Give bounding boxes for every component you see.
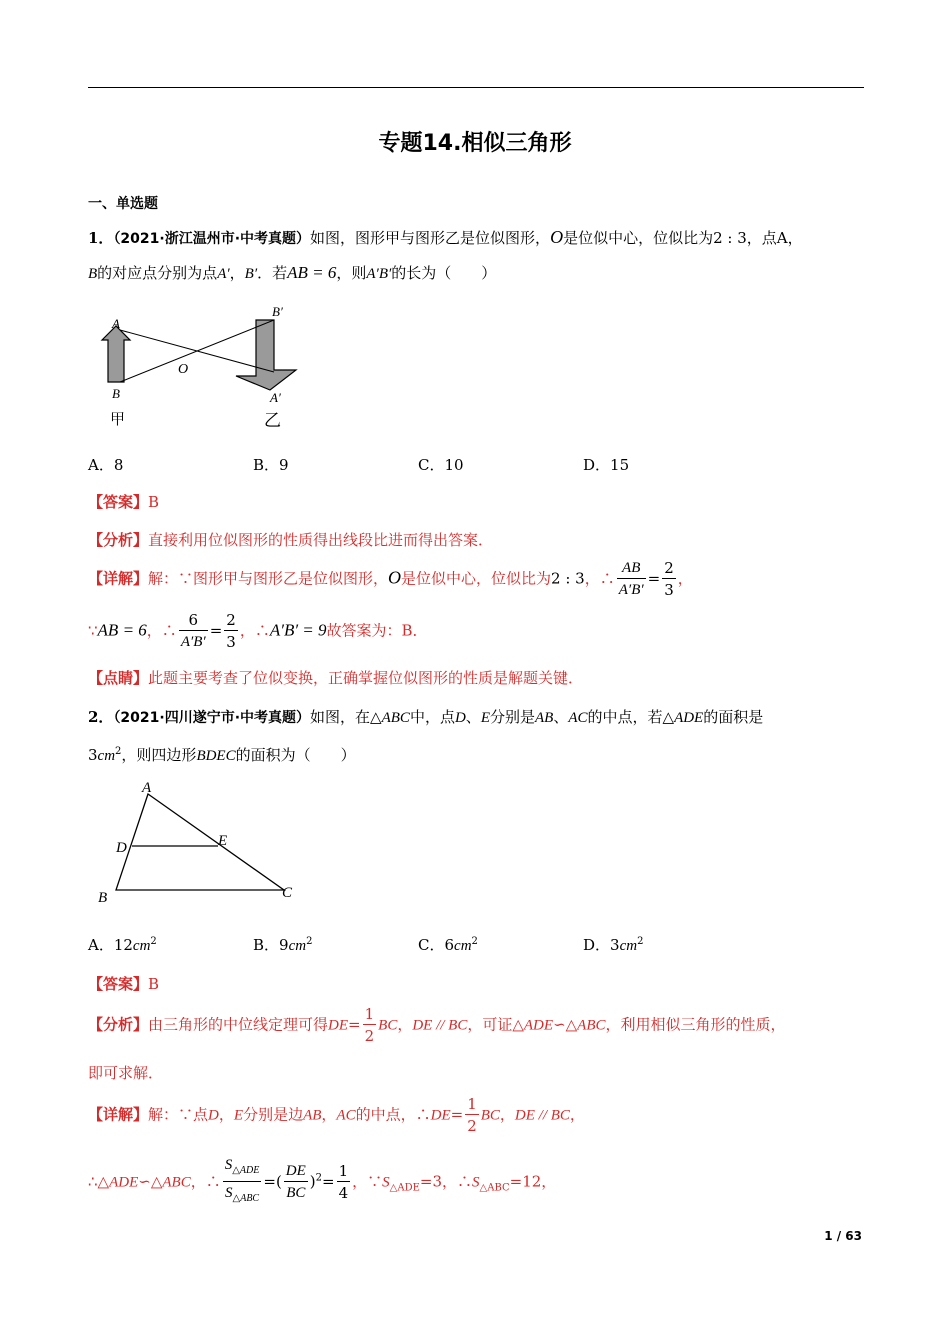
label-A-prime: A′ bbox=[270, 390, 281, 405]
header-rule bbox=[88, 87, 864, 88]
q1-option-b[interactable]: B．9 bbox=[253, 456, 289, 474]
label-B: B bbox=[98, 890, 108, 906]
label-A: A bbox=[112, 316, 120, 331]
q1-source: （2021·浙江温州市·中考真题） bbox=[113, 231, 311, 247]
q2-option-b[interactable]: B．$9cm^2$ bbox=[253, 936, 313, 954]
q1-detail-line-2: ∵AB = 6，∴ $\frac{6}{A'B'}$ = $\frac{2}{3}$ ，∴A′B′ = 9故答案为：B． bbox=[88, 611, 428, 651]
q2-stem-line-1: 2．（2021·四川遂宁市·中考真题）如图，在△ABC中，点D、E分别是AB、AC的中点，若△ADE的面积是 bbox=[88, 708, 764, 726]
q2-detail-line-1: 【详解】解：∵点D，E分别是边AB，AC的中点，∴DE= $\frac{1}{2}$ BC，DE // BC， bbox=[88, 1095, 585, 1135]
label-yi: 乙 bbox=[264, 411, 281, 431]
label-E: E bbox=[218, 833, 228, 849]
fraction-half: $\frac{1}{2}$ bbox=[364, 1005, 375, 1045]
q1-detail-line-1: 【详解】解：∵图形甲与图形乙是位似图形，O是位似中心，位似比为2 : 3，∴ $\frac{AB}{A'B'}$ = $\frac{2}{3}$ ， bbox=[88, 559, 693, 599]
figure-yi-shape bbox=[236, 320, 296, 390]
q2-figure bbox=[88, 776, 313, 912]
q2-answer: 【答案】B bbox=[88, 975, 160, 993]
q2-stem-line-2: $3cm^2$，则四边形BDEC的面积为（ ） bbox=[88, 746, 356, 764]
q2-option-a[interactable]: A．$12cm^2$ bbox=[88, 936, 157, 954]
q1-analysis: 【分析】直接利用位似图形的性质得出线段比进而得出答案． bbox=[88, 531, 494, 549]
q1-stem-line-1: 1．（2021·浙江温州市·中考真题）如图，图形甲与图形乙是位似图形，O是位似中心，位似比为2 : 3，点A， bbox=[88, 227, 803, 247]
label-jia: 甲 bbox=[110, 410, 126, 428]
figure-jia-shape bbox=[102, 326, 130, 382]
label-B: B bbox=[112, 386, 120, 401]
fraction-2-over-3: $\frac{2}{3}$ bbox=[664, 559, 674, 599]
label-B-prime: B′ bbox=[272, 304, 283, 319]
q1-comment: 【点睛】此题主要考查了位似变换，正确掌握位似图形的性质是解题关键． bbox=[88, 669, 584, 687]
q2-detail-line-2: ∴△ADE∽△ABC，∴ $\frac{S_{\triangle ADE}}{S_{\triangle ABC}}$ =( $\frac{DE}{BC}$ )$^2$= $\frac{1}{4}$ ，$\because S_{\triangle ADE}=3$，$\therefore S_{\triangle ABC}=12$， bbox=[88, 1155, 556, 1210]
q1-number: 1． bbox=[88, 229, 114, 247]
section-heading: 一、单选题 bbox=[88, 196, 158, 212]
fraction-ab-over-apbp: $\frac{AB}{A'B'}$ bbox=[618, 560, 644, 598]
fraction-2-over-3-b: $\frac{2}{3}$ bbox=[226, 611, 236, 651]
fraction-half-b: $\frac{1}{2}$ bbox=[467, 1095, 477, 1135]
q2-analysis-line-1: 【分析】由三角形的中位线定理可得DE= $\frac{1}{2}$ BC，DE // BC，可证△ADE∽△ABC，利用相似三角形的性质， bbox=[88, 1005, 786, 1045]
label-D: D bbox=[116, 840, 127, 856]
q1-option-c[interactable]: C．10 bbox=[418, 456, 464, 474]
label-O: O bbox=[178, 362, 189, 377]
fraction-de-over-bc: $\frac{DE}{BC}$ bbox=[285, 1163, 306, 1201]
q2-option-c[interactable]: C．$6cm^2$ bbox=[418, 936, 478, 954]
fraction-1-over-4: $\frac{1}{4}$ bbox=[338, 1162, 349, 1202]
q2-analysis-line-2: 即可求解． bbox=[88, 1064, 164, 1082]
label-C: C bbox=[282, 885, 293, 901]
q2-option-d[interactable]: D．$3cm^2$ bbox=[583, 936, 644, 954]
label-A: A bbox=[142, 780, 152, 796]
fraction-6-over-apbp: $\frac{6}{A'B'}$ bbox=[180, 611, 206, 650]
q1-stem-line-2: B的对应点分别为点A′，B′．若AB = 6，则A′B′的长为（ ） bbox=[88, 263, 497, 282]
fraction-area-ratio: $\frac{S_{\triangle ADE}}{S_{\triangle ABC}}$ bbox=[224, 1157, 260, 1204]
q1-option-a[interactable]: A．8 bbox=[88, 456, 124, 474]
q1-option-d[interactable]: D．15 bbox=[583, 456, 630, 474]
triangle-abc bbox=[116, 794, 284, 890]
q1-answer: 【答案】B bbox=[88, 493, 160, 511]
page-number: 1 / 63 bbox=[824, 1229, 862, 1243]
page-title: 专题14.相似三角形 bbox=[378, 131, 572, 156]
q1-figure bbox=[86, 300, 326, 435]
